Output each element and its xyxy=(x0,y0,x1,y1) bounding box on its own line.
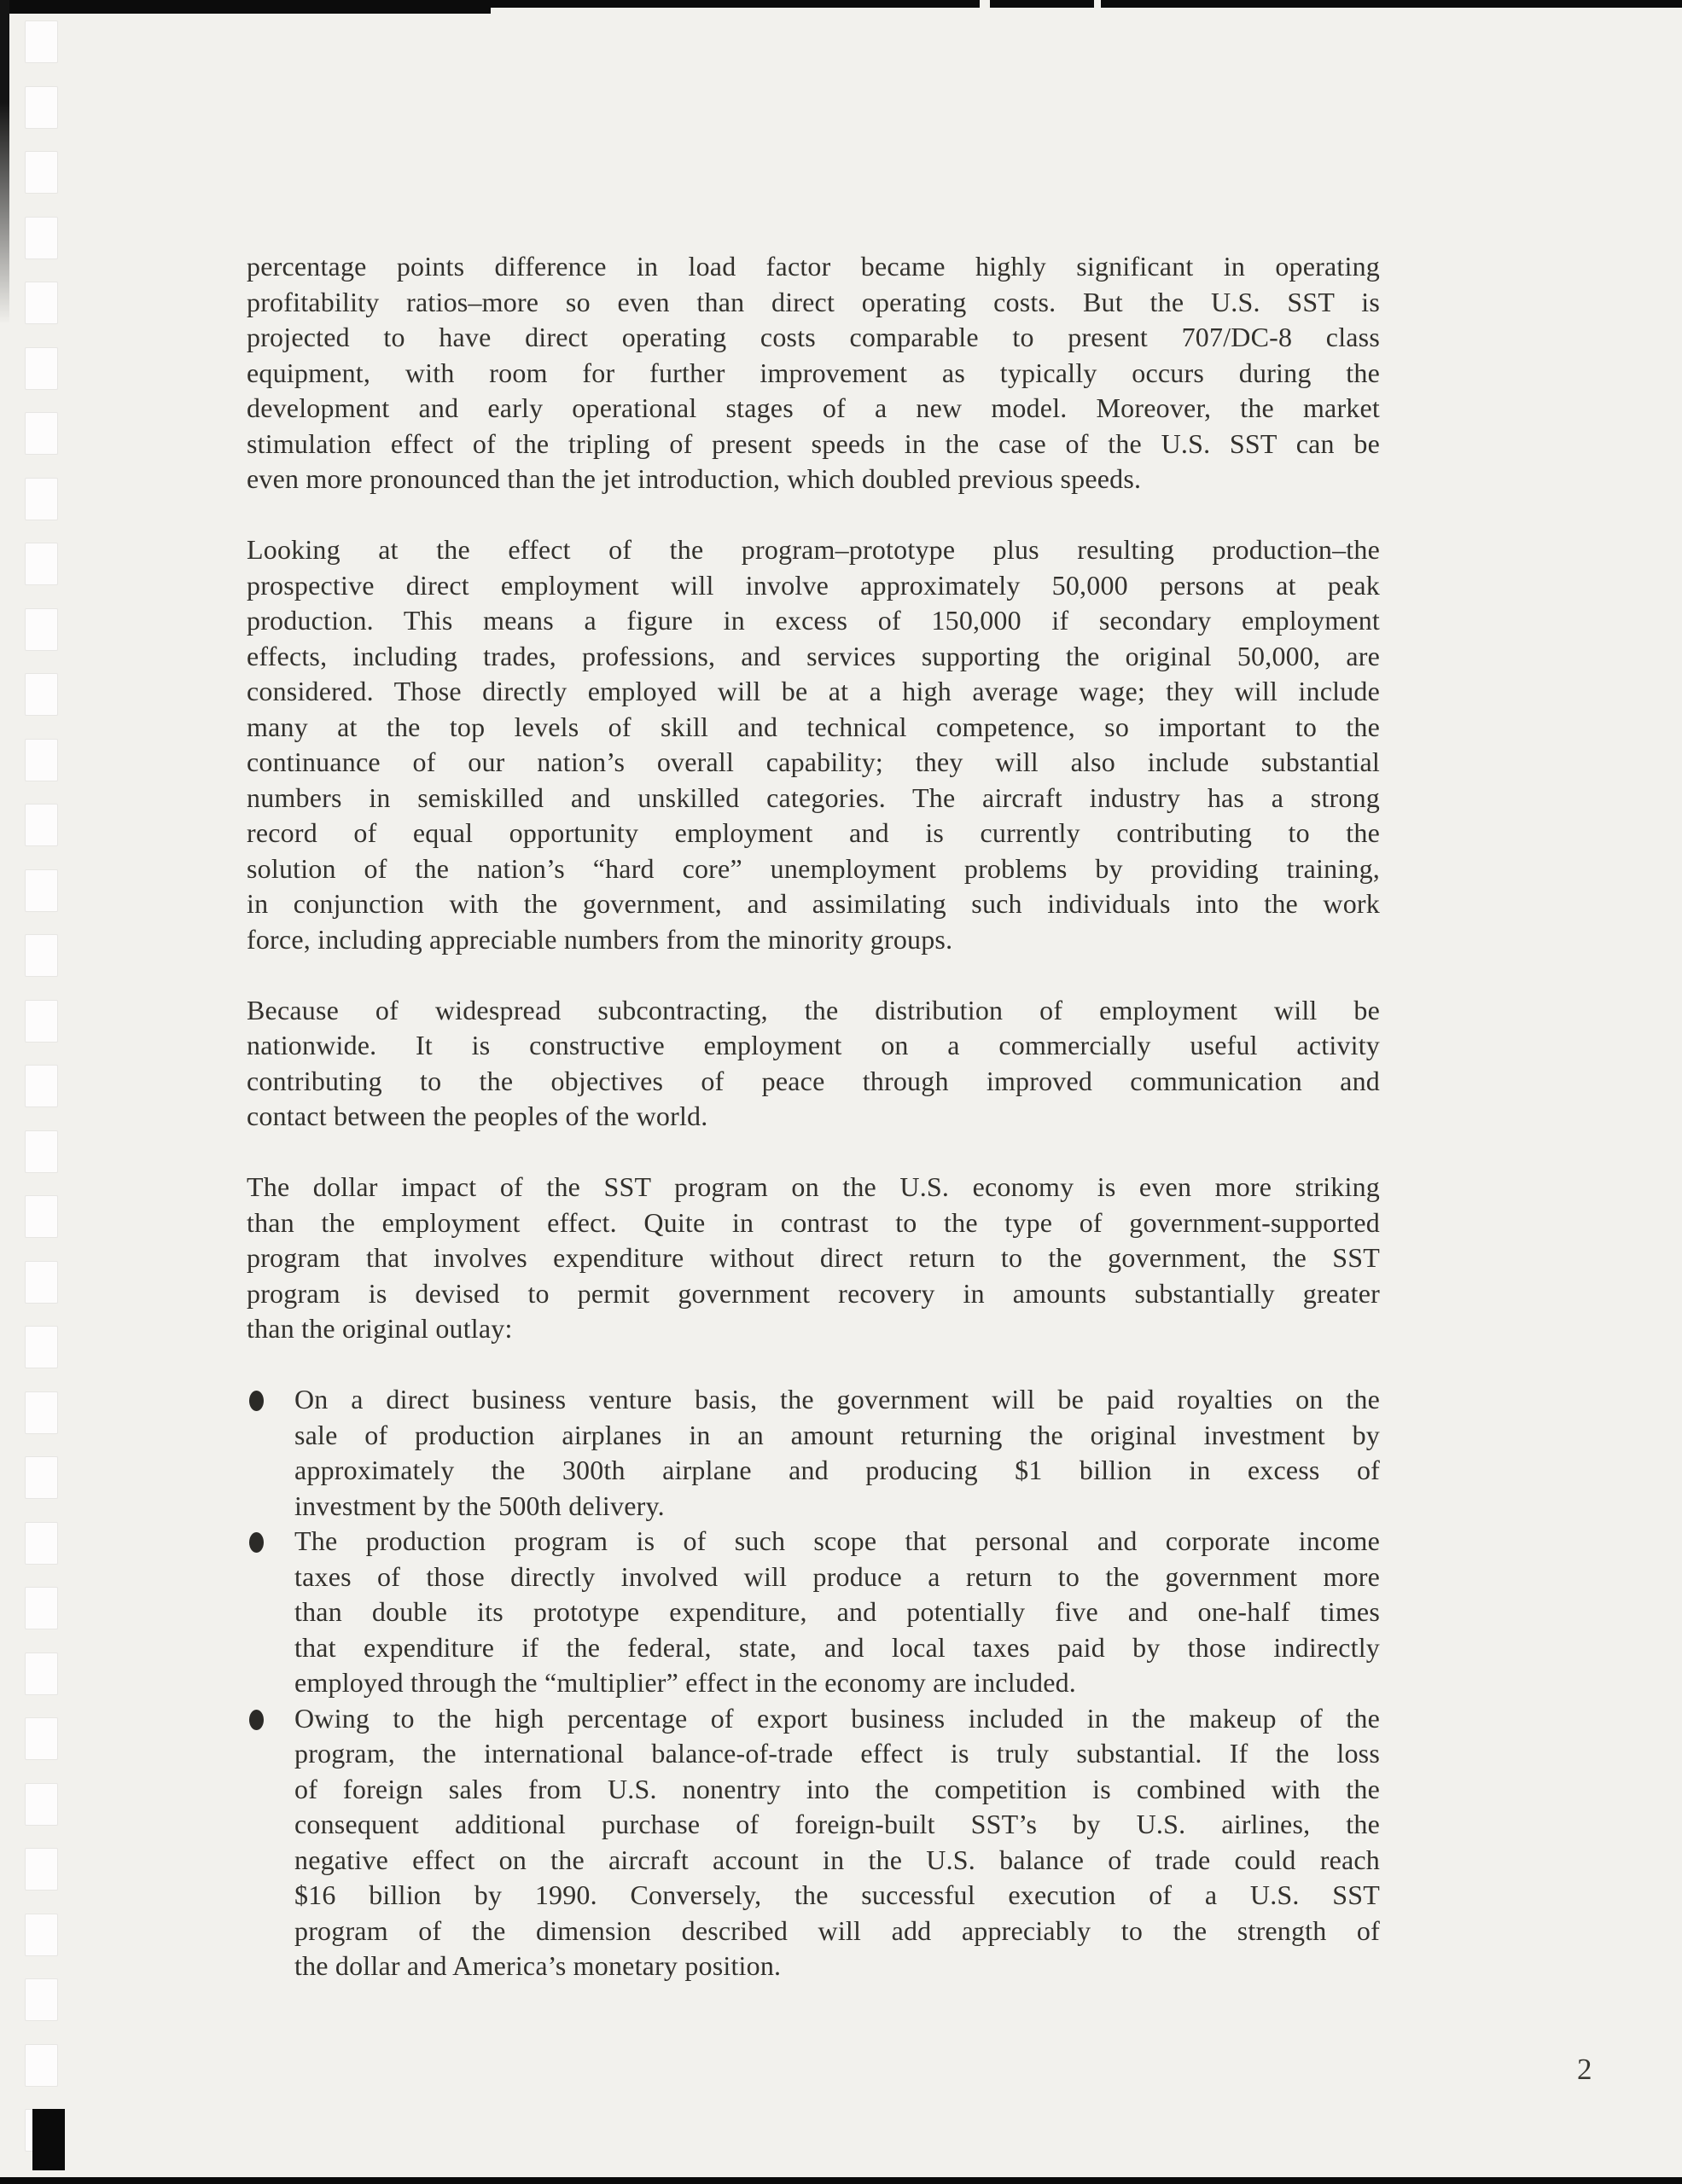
binder-hole xyxy=(25,1130,58,1173)
text-line: many at the top levels of skill and technical competence, so important to the xyxy=(247,711,1380,742)
binder-hole xyxy=(25,1522,58,1565)
binder-holes xyxy=(0,0,94,2184)
text-line: solution of the nation’s “hard core” unemployment problems by providing training, xyxy=(247,852,1380,884)
binder-hole xyxy=(25,151,58,194)
bullet-list xyxy=(247,1382,1380,1984)
text-line: sale of production airplanes in an amount returning the original investment by xyxy=(294,1419,1380,1450)
text-line: projected to have direct operating costs comparable to present 707/DC-8 class xyxy=(247,322,1380,352)
binder-hole xyxy=(25,543,58,585)
binder-hole xyxy=(25,1914,58,1956)
text-line: equipment, with room for further improvement as typically occurs during the xyxy=(247,357,1380,388)
binder-hole xyxy=(25,934,58,977)
page-content xyxy=(247,249,1380,1984)
text-line: production. This means a figure in excess of 150,000 if secondary employment xyxy=(247,605,1380,636)
binder-hole xyxy=(25,1848,58,1891)
binder-hole xyxy=(25,1587,58,1629)
text-line: program of the dimension described will add appreciably to the strength of xyxy=(294,1914,1380,1946)
text-line: employed through the “multiplier” effect in the economy are included. xyxy=(294,1667,1077,1698)
bullet-item-taxes xyxy=(247,1524,1380,1701)
text-line: Because of widespread subcontracting, the distribution of employment will be xyxy=(247,994,1380,1025)
text-line: of foreign sales from U.S. nonentry into the competition is combined with the xyxy=(294,1773,1380,1804)
text-line: effects, including trades, professions, and services supporting the original 50,000, are xyxy=(247,640,1380,671)
text-line: program is devised to permit government recovery in amounts substantially greater xyxy=(247,1277,1380,1309)
paragraph-operating-costs xyxy=(247,249,1380,497)
text-line: approximately the 300th airplane and producing $1 billion in excess of xyxy=(294,1455,1380,1485)
binder-hole xyxy=(25,282,58,324)
text-line: that expenditure if the federal, state, and local taxes paid by those indirectly xyxy=(294,1631,1380,1663)
binder-hole xyxy=(25,673,58,716)
text-line: prospective direct employment will involve approximately 50,000 persons at peak xyxy=(247,569,1380,601)
text-line: considered. Those directly employed will be at a high average wage; they will include xyxy=(247,676,1380,706)
text-line: than the original outlay: xyxy=(247,1313,513,1344)
bullet-icon xyxy=(249,1391,264,1411)
binder-hole xyxy=(25,1391,58,1434)
text-line: continuance of our nation’s overall capability; they will also include substantial xyxy=(247,746,1380,777)
binder-hole xyxy=(25,2044,58,2087)
text-line: nationwide. It is constructive employment on a commercially useful activity xyxy=(247,1030,1380,1060)
text-line: contact between the peoples of the world. xyxy=(247,1101,708,1131)
text-line: taxes of those directly involved will produce a return to the government more xyxy=(294,1560,1380,1592)
text-line: investment by the 500th delivery. xyxy=(294,1490,665,1521)
binder-hole xyxy=(25,1065,58,1107)
paragraph-employment xyxy=(247,532,1380,957)
text-line: program that involves expenditure without direct return to the government, the SST xyxy=(247,1242,1380,1273)
binder-hole xyxy=(25,86,58,129)
text-line: than double its prototype expenditure, and potentially five and one-half times xyxy=(294,1596,1380,1627)
text-line: program, the international balance-of-trade effect is truly substantial. If the loss xyxy=(294,1738,1380,1769)
text-line: contributing to the objectives of peace through improved communication and xyxy=(247,1065,1380,1096)
bullet-item-royalties xyxy=(247,1382,1380,1524)
text-line: development and early operational stages of a new model. Moreover, the market xyxy=(247,392,1380,423)
text-line: the dollar and America’s monetary position. xyxy=(294,1950,782,1981)
text-line: Owing to the high percentage of export business included in the makeup of the xyxy=(294,1702,1380,1734)
text-line: numbers in semiskilled and unskilled categories. The aircraft industry has a strong xyxy=(247,781,1380,813)
binder-hole xyxy=(25,217,58,259)
text-line: The dollar impact of the SST program on the U.S. economy is even more striking xyxy=(247,1171,1380,1202)
bullet-icon xyxy=(249,1532,264,1553)
text-line: negative effect on the aircraft account in the U.S. balance of trade could reach xyxy=(294,1844,1380,1875)
binder-hole xyxy=(25,1195,58,1238)
binder-hole xyxy=(25,1261,58,1304)
bullet-icon xyxy=(249,1710,264,1730)
text-line: record of equal opportunity employment and is currently contributing to the xyxy=(247,817,1380,848)
text-line: The production program is of such scope that personal and corporate income xyxy=(294,1525,1380,1556)
text-line: On a direct business venture basis, the government will be paid royalties on the xyxy=(294,1384,1380,1414)
binder-hole xyxy=(25,804,58,846)
binder-hole xyxy=(25,1978,58,2021)
binder-hole xyxy=(25,1653,58,1695)
binder-hole xyxy=(25,869,58,912)
text-line: stimulation effect of the tripling of present speeds in the case of the U.S. SST can be xyxy=(247,427,1380,459)
text-line: $16 billion by 1990. Conversely, the successful execution of a U.S. SST xyxy=(294,1879,1380,1910)
text-line: in conjunction with the government, and assimilating such individuals into the work xyxy=(247,888,1380,919)
scan-bottom-left-mark xyxy=(32,2109,65,2170)
paragraph-subcontracting xyxy=(247,993,1380,1135)
paragraph-dollar-impact xyxy=(247,1170,1380,1347)
binder-hole xyxy=(25,1783,58,1826)
text-line: force, including appreciable numbers from the minority groups. xyxy=(247,923,953,955)
text-line: Looking at the effect of the program–prototype plus resulting production–the xyxy=(247,534,1380,565)
bullet-item-balance-of-trade xyxy=(247,1701,1380,1984)
binder-hole xyxy=(25,1717,58,1760)
text-line: consequent additional purchase of foreign-built SST’s by U.S. airlines, the xyxy=(294,1809,1380,1839)
binder-hole xyxy=(25,20,58,63)
binder-hole xyxy=(25,412,58,455)
binder-hole xyxy=(25,608,58,651)
binder-hole xyxy=(25,1456,58,1499)
text-line: even more pronounced than the jet introduction, which doubled previous speeds. xyxy=(247,463,1142,494)
binder-hole xyxy=(25,1000,58,1043)
binder-hole xyxy=(25,739,58,781)
page-number: 2 xyxy=(1577,2053,1592,2086)
text-line: profitability ratios–more so even than direct operating costs. But the U.S. SST is xyxy=(247,286,1380,317)
scan-bottom-edge xyxy=(0,2177,1682,2184)
text-line: than the employment effect. Quite in contrast to the type of government-supported xyxy=(247,1206,1380,1238)
binder-hole xyxy=(25,1326,58,1368)
binder-hole xyxy=(25,347,58,390)
binder-hole xyxy=(25,478,58,520)
text-line: percentage points difference in load factor became highly significant in operating xyxy=(247,251,1380,282)
